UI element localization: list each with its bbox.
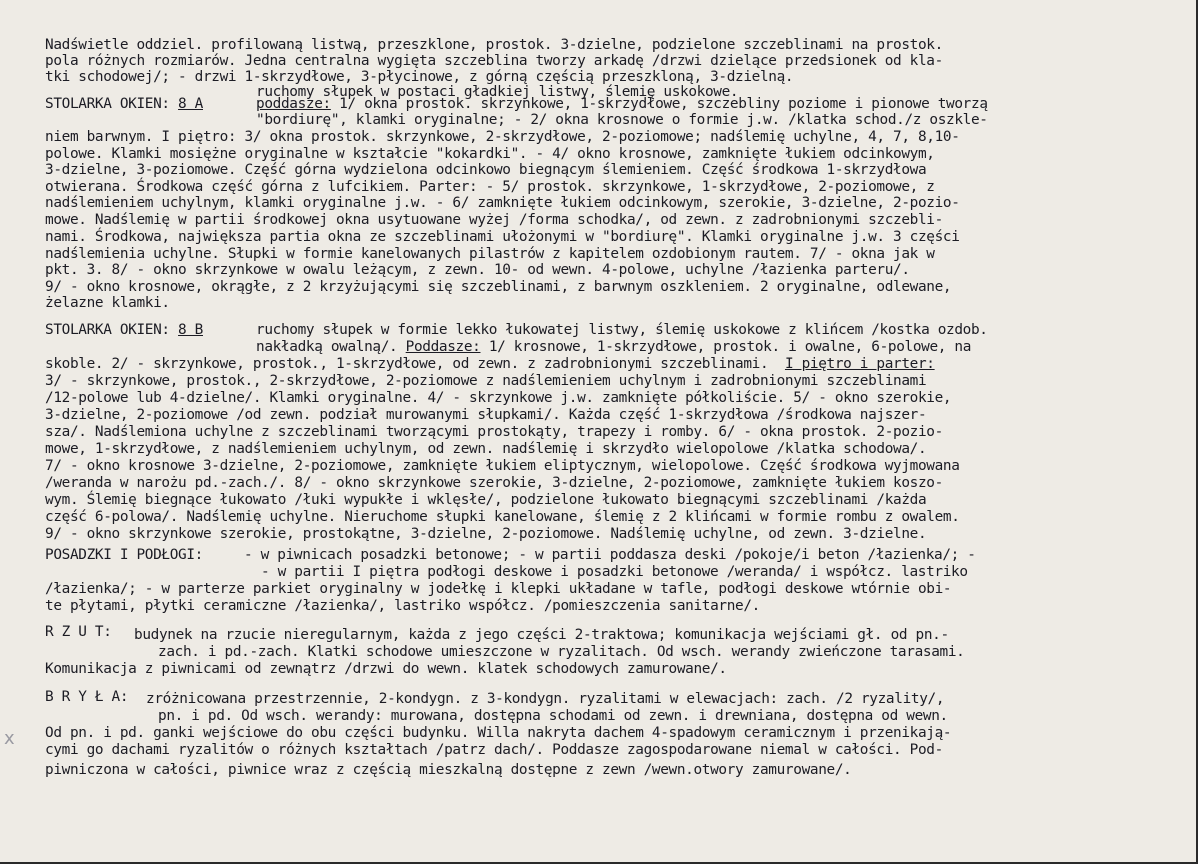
plan-heading: R Z U T:: [45, 624, 112, 640]
text-line: część 6-polowa/. Nadślemię uchylne. Nieruchome słupki kanelowane, ślemię z 2 klińcami w formie rombu z owalem.: [45, 509, 960, 525]
section-label: STOLARKA OKIEN:: [45, 96, 170, 112]
text-line: mowe, 1-skrzydłowe, z nadślemieniem uchylnym, od zewn. nadślemię i skrzydło wielopolowe /klatka schodowa/.: [45, 441, 927, 457]
text-line: budynek na rzucie nieregularnym, każda z jego części 2-traktowa; komunikacja wejściami gł. od pn.-: [134, 627, 949, 643]
section-label: STOLARKA OKIEN:: [45, 322, 170, 338]
section-code: 8 B: [178, 322, 203, 338]
text-line: cymi go dachami ryzalitów o różnych kształtach /patrz dach/. Poddasze zagospodarowane niemal w całości. Pod-: [45, 742, 943, 758]
section-8a-heading: [45, 96, 203, 112]
floors-heading: POSADZKI I PODŁOGI:: [45, 547, 203, 563]
section-code: 8 A: [178, 96, 203, 112]
text-line: /łazienka/; - w parterze parkiet oryginalny w jodełkę i klepki układane w tafle, podłogi deskowe wtórnie obi-: [45, 581, 952, 597]
section-8b-line: nakładką owalną/. Poddasze: 1/ krosnowe, 1-skrzydłowe, prostok. i owalne, 6-polowe, na: [256, 339, 972, 355]
text-line: /12-polowe lub 4-dzielne/. Klamki oryginalne. 4/ - skrzynkowe j.w. zamknięte półkoliście. 5/ - okno szerokie,: [45, 390, 952, 406]
text-line: 3-dzielne, 2-poziomowe /od zewn. podział murowanymi słupkami/. Każda część 1-skrzydłowa /środkowa najszer-: [45, 407, 927, 423]
text-line: pola różnych rozmiarów. Jedna centralna wygięta szczeblina tworzy arkadę /drzwi dzielące przedsionek od kla-: [45, 53, 943, 69]
text-line: tki schodowej/; - drzwi 1-skrzydłowe, 3-płycinowe, z górną częścią przeszkloną, 3-dzielną.: [45, 69, 794, 85]
section-8b-line: skoble. 2/ - skrzynkowe, prostok., 1-skrzydłowe, od zewn. z zadrobnionymi szczeblinami. I piętro i parter:: [45, 356, 935, 372]
text-line: piwniczona w całości, piwnice wraz z częścią mieszkalną dostępne z zewn /wewn.otwory zamurowane/.: [45, 762, 852, 778]
text-line: nadślemienia uchylne. Słupki w formie kanelowanych pilastrów z kapitelem ozdobionym rautem. 7/ - okna jak w: [45, 246, 935, 262]
attic-heading: Poddasze:: [405, 339, 481, 355]
text-line: nadślemieniem uchylnym, klamki oryginalne j.w. - 6/ zamknięte łukiem odcinkowym, szerokie, 3-dzielne, 2-pozio-: [45, 195, 960, 211]
text-line: 7/ - okno krosnowe 3-dzielne, 2-poziomowe, zamknięte łukiem eliptycznym, wielopolowe. Część środkowa wyjmowana: [45, 458, 960, 474]
text-line: 9/ - okno krosnowe, okrągłe, z 2 krzyżującymi się szczeblinami, z barwnym oszkleniem. 2 oryginalne, odlewane,: [45, 279, 952, 295]
text-line: sza/. Nadślemiona uchylne z szczeblinami tworzącymi prostokąty, trapezy i romby. 6/ - okna prostok. 2-pozio-: [45, 424, 943, 440]
text-line: ruchomy słupek w postaci gładkiej listwy, ślemię uskokowe.: [256, 84, 739, 100]
text-line: niem barwnym. I piętro: 3/ okna prostok. skrzynkowe, 2-skrzydłowe, 2-poziomowe; nadślemię uchylne, 4, 7, 8,10-: [45, 129, 960, 145]
text-line: żelazne klamki.: [45, 295, 170, 311]
text-line: pn. i pd. Od wsch. werandy: murowana, dostępna schodami od zewn. i drewniana, dostępna od wewn.: [158, 708, 948, 724]
text-line: te płytami, płytki ceramiczne /łazienka/, lastriko współcz. /pomieszczenia sanitarne/.: [45, 598, 760, 614]
text-line: 9/ - okno skrzynkowe szerokie, prostokątne, 3-dzielne, 2-poziomowe. Nadślemię uchylne, od zewn. 3-dzielne.: [45, 526, 927, 542]
floor-heading: I piętro i parter:: [784, 356, 935, 372]
text-line: wym. Ślemię biegnące łukowato /łuki wypukłe i wklęsłe/, podzielone łukowato biegnącymi szczeblinami /każda: [45, 492, 927, 508]
text-line: - w partii I piętra podłogi deskowe i posadzki betonowe /weranda/ i współcz. lastriko: [261, 564, 968, 580]
text-line: zach. i pd.-zach. Klatki schodowe umieszczone w ryzalitach. Od wsch. werandy zwieńczone tarasami.: [158, 644, 965, 660]
text-line: Nadświetle oddziel. profilowaną listwą, przeszklone, prostok. 3-dzielne, podzielone szczeblinami na prostok.: [45, 37, 943, 53]
text-line: otwierana. Środkowa część górna z lufcikiem. Parter: - 5/ prostok. skrzynkowe, 1-skrzydłowe, 2-poziomowe, z: [45, 179, 935, 195]
text-line: polowe. Klamki mosiężne oryginalne w kształcie "kokardki". - 4/ okno krosnowe, zamknięte łukiem odcinkowym,: [45, 146, 935, 162]
text-line: pkt. 3. 8/ - okno skrzynkowe w owalu leżącym, z zewn. 10- od wewn. 4-polowe, uchylne /łazienka parteru/.: [45, 262, 910, 278]
text-line: 3/ - skrzynkowe, prostok., 2-skrzydłowe, 2-poziomowe z nadślemieniem uchylnym i zadrobnionymi szczeblinami: [45, 373, 927, 389]
section-8b-heading: [45, 322, 203, 338]
mass-heading: B R Y Ł A:: [45, 689, 129, 705]
text-line: mowe. Nadślemię w partii środkowej okna usytuowane wyżej /forma schodka/, od zewn. z zadrobnionymi szczebli-: [45, 212, 943, 228]
text-line: - w piwnicach posadzki betonowe; - w partii poddasza deski /pokoje/i beton /łazienka/; -: [244, 547, 976, 563]
text-line: Komunikacja z piwnicami od zewnątrz /drzwi do wewn. klatek schodowych zamurowane/.: [45, 661, 727, 677]
section-8a-line: poddasze: 1/ okna prostok. skrzynkowe, 1-skrzydłowe, szczebliny poziome i pionowe tworzą: [256, 96, 988, 112]
text-line: "bordiurę", klamki oryginalne; - 2/ okna krosnowe o formie j.w. /klatka schod./z oszkle-: [256, 112, 988, 128]
margin-x-mark: x: [4, 728, 15, 749]
attic-heading: poddasze:: [256, 96, 331, 112]
text-line: 3-dzielne, 3-poziomowe. Część górna wydzielona odcinkowo biegnącym ślemieniem. Część środkowa 1-skrzydłowa: [45, 162, 927, 178]
text-line: nami. Środkowa, największa partia okna ze szczeblinami ułożonymi w "bordiurę". Klamki oryginalne j.w. 3 części: [45, 229, 960, 245]
text-line: /weranda w narożu pd.-zach./. 8/ - okno skrzynkowe szerokie, 3-dzielne, 2-poziomowe, zamknięte łukiem koszo-: [45, 475, 943, 491]
text-line: ruchomy słupek w formie lekko łukowatej listwy, ślemię uskokowe z klińcem /kostka ozdob.: [256, 322, 988, 338]
text-line: zróżnicowana przestrzennie, 2-kondygn. z 3-kondygn. ryzalitami w elewacjach: zach. /2 ryzality/,: [146, 691, 945, 707]
text-line: Od pn. i pd. ganki wejściowe do obu części budynku. Willa nakryta dachem 4-spadowym ceramicznym i przenikają-: [45, 725, 952, 741]
